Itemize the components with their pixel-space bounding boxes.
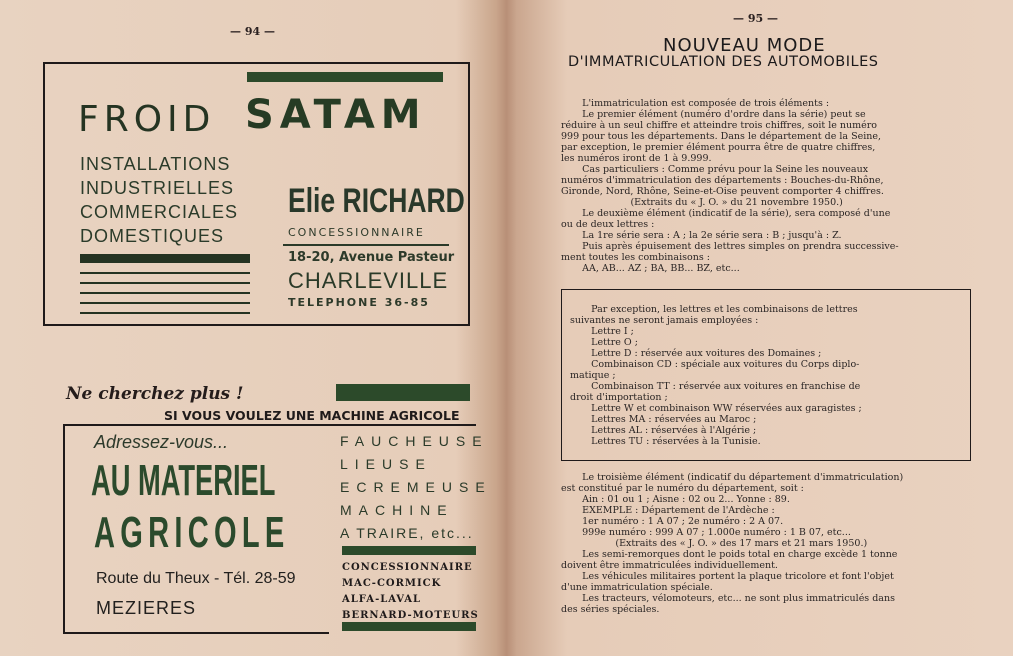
dealer-item: ALFA-LAVAL bbox=[342, 594, 422, 605]
dealer-phone: TELEPHONE 36-85 bbox=[288, 296, 430, 309]
dealer-list bbox=[342, 560, 479, 624]
divider bbox=[283, 244, 449, 246]
exceptions-text: Par exception, les lettres et les combinaisons de lettres suivantes ne seront jamais employées : Lettre I ; Lettre O ; Lettre D : réservée aux voitures des Domaines ; Combinaison CD : spéciale aux voitures du Corps diplo- matique ; Combinaison TT : réservée aux voitures en franchise de droit d'importation ; Lettre W et combinaison WW réservées aux garagistes ; Lettres MA : réservées au Maroc ; Lettres AL : réservées à l'Algérie ; Lettres TU : réservées à la Tunisie. bbox=[570, 304, 862, 447]
satam-bar bbox=[247, 72, 443, 82]
ad2-city: MEZIERES bbox=[96, 598, 197, 618]
page-number-left: — 94 — bbox=[230, 25, 275, 38]
article-paragraph-1: L'immatriculation est composée de trois éléments : Le premier élément (numéro d'ordre dans la série) peut se réduire à un seul chiffre et atteindre trois chiffres, soit le numéro 999 pour tous les départements. Dans le département de la Seine, par exception, le premier élément pourra être de quatre chiffres, les numéros iront de 1 à 9.999. Cas particuliers : Comme prévu pour la Seine les nouveaux numéros d'immatriculation des départements : Bouches-du-Rhône, Gironde, Nord, Rhône, Seine-et-Oise peuvent comporter 4 chiffres. (Extraits du « J. O. » du 21 novembre 1950.) Le deuxième élément (indicatif de la série), sera composé d'une ou de deux lettres : La 1re série sera : A ; la 2e série sera : B ; jusqu'à : Z. Puis après épuisement des lettres simples on prendra successive- ment toutes les combinaisons : AA, AB... AZ ; BA, BB... BZ, etc... bbox=[561, 98, 899, 274]
product-item: FAUCHEUSE bbox=[340, 433, 489, 449]
ad-satam: SATAM bbox=[245, 92, 427, 138]
installations-item: COMMERCIALES bbox=[80, 202, 239, 222]
ad2-route: Route du Theux - Tél. 28-59 bbox=[96, 570, 296, 587]
dealer-bar bbox=[342, 546, 476, 555]
ad2-adressez: Adressez-vous... bbox=[94, 432, 229, 452]
ad2-name-line2: AGRICOLE bbox=[94, 508, 290, 557]
product-item: MACHINE bbox=[340, 502, 454, 518]
article-paragraph-2: Le troisième élément (indicatif du département d'immatriculation) est constitué par le numéro du département, soit : Ain : 01 ou 1 ; Aisne : 02 ou 2... Yonne : 89. EXEMPLE : Département de l'Ardèche : 1er numéro : 1 A 07 ; 2e numéro : 2 A 07. 999e numéro : 999 A 07 ; 1.000e numéro : 1 B 07, etc... (Extraits des « J. O. » des 17 mars et 21 mars 1950.) Les semi-remorques dont le poids total en charge excède 1 tonne doivent être immatriculées individuellement. Les véhicules militaires portent la plaque tricolore et font l'objet d'une immatriculation spéciale. Les tracteurs, vélomoteurs, etc... ne sont plus immatriculés dans des séries spéciales. bbox=[561, 472, 904, 615]
decorative-stripes bbox=[80, 254, 250, 322]
installations-list bbox=[80, 152, 238, 248]
article-subtitle: D'IMMATRICULATION DES AUTOMOBILES bbox=[568, 54, 879, 70]
left-page bbox=[0, 0, 500, 656]
installations-item: DOMESTIQUES bbox=[80, 226, 225, 246]
article-title: NOUVEAU MODE bbox=[663, 35, 826, 56]
product-item: ECREMEUSE bbox=[340, 479, 492, 495]
dealer-name: Elie RICHARD bbox=[288, 182, 465, 220]
dealer-role: CONCESSIONNAIRE bbox=[288, 226, 425, 239]
ad-froid-satam bbox=[43, 62, 470, 326]
right-page bbox=[508, 0, 1013, 656]
dealer-city: CHARLEVILLE bbox=[288, 268, 449, 293]
ad2-top-rule bbox=[63, 424, 476, 426]
dealer-item: BERNARD-MOTEURS bbox=[342, 610, 479, 621]
dealer-address: 18-20, Avenue Pasteur bbox=[288, 250, 455, 265]
headline-bar bbox=[336, 384, 470, 401]
ad-froid: FROID bbox=[78, 99, 216, 140]
dealer-item: MAC-CORMICK bbox=[342, 578, 442, 589]
product-list bbox=[340, 430, 492, 545]
ad2-headline: Ne cherchez plus ! bbox=[66, 384, 244, 404]
dealer-bar-bottom bbox=[342, 622, 476, 631]
product-item: LIEUSE bbox=[340, 456, 432, 472]
installations-item: INSTALLATIONS bbox=[80, 154, 231, 174]
installations-item: INDUSTRIELLES bbox=[80, 178, 235, 198]
product-item: A TRAIRE, etc... bbox=[340, 525, 474, 541]
dealer-item: CONCESSIONNAIRE bbox=[342, 562, 473, 573]
ad2-name-line1: AU MATERIEL bbox=[91, 456, 276, 505]
ad2-subline: SI VOUS VOULEZ UNE MACHINE AGRICOLE bbox=[164, 408, 460, 423]
page-number-right: — 95 — bbox=[733, 12, 778, 25]
